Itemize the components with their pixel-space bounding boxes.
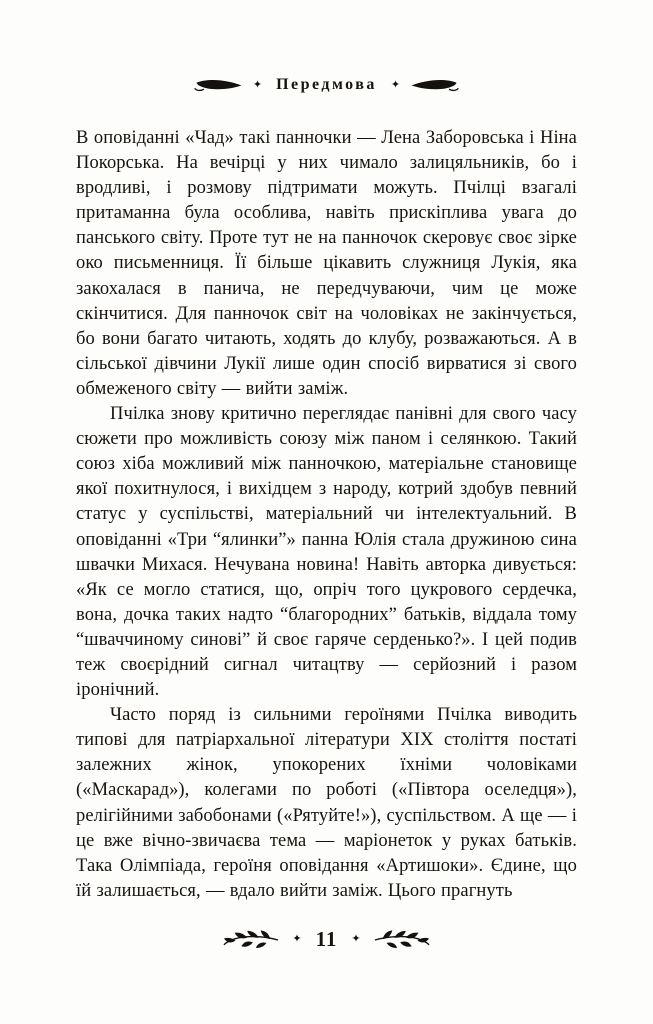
chapter-title: Передмова <box>276 76 377 93</box>
paragraph: В оповіданні «Чад» такі панночки — Лена Заборовська і Ніна Покорська. На вечірці у них чимало залицяльників, бо і вродливі, і розмову підтримати можуть. Пчілці взагалі притаманна була особлива, навіть прискіплива увага до панського світу. Проте тут не на панночок скеровує своє зірке око письменниця. Її більше цікавить служниця Лукія, яка закохалася в панича, не передчуваючи, чим це може скінчитися. Для панночок світ на чоловіках не закінчується, бо вони багато читають, ходять до клубу, розважаються. А в сільської дівчини Лукії лише один спосіб вирватися зі свого обмеженого світу — вийти заміж. <box>76 128 577 399</box>
page-number: 11 <box>315 927 338 951</box>
diamond-separator-icon: ✦ <box>252 78 263 91</box>
leaf-ornament-left-icon <box>193 78 243 93</box>
laurel-branch-left-icon <box>222 930 280 950</box>
leaf-ornament-right-icon <box>410 78 460 93</box>
diamond-separator-icon: ✦ <box>351 933 361 945</box>
paragraph: Часто поряд із сильними героїнями Пчілка виводить типові для патріархальної літератури XIX століття постаті залежних жінок, упокорених їхніми чоловіками («Маскарад»), колегами по роботі («Півтора оселедця»), релігійними забобонами («Рятуйте!»), суспільством. А ще — і це вже вічно-звичаєва тема — маріонеток у руках батьків. Така Олімпіада, героїня оповідання «Артишоки». Єдине, що їй залишається, — вдало вийти заміж. Цього прагнуть <box>76 705 577 901</box>
paragraph: Пчілка знову критично переглядає панівні для свого часу сюжети про можливість союзу між паном і селянкою. Такий союз хіба можливий між панночкою, матеріальне становище якої похитнулося, і вихідцем з народу, котрий здобув певний статус у суспільстві, матеріальний чи інтелектуальний. В оповіданні «Три “ялинки”» панна Юлія стала дружиною сина швачки Михася. Нечувана новина! Навіть авторка дивується: «Як се могло статися, що, опріч того цукрового сердечка, вона, дочка таких надто “благородних” батьків, віддала тому “шваччиному синові” й своє гаряче серденько?». І цей подив теж своєрідний сигнал читацтву — серйозний і разом іронічний. <box>76 404 577 701</box>
page-footer <box>0 927 653 952</box>
body-text <box>76 126 577 904</box>
running-head <box>76 76 577 94</box>
diamond-separator-icon: ✦ <box>292 933 302 945</box>
laurel-branch-right-icon <box>373 930 431 950</box>
diamond-separator-icon: ✦ <box>390 78 401 91</box>
